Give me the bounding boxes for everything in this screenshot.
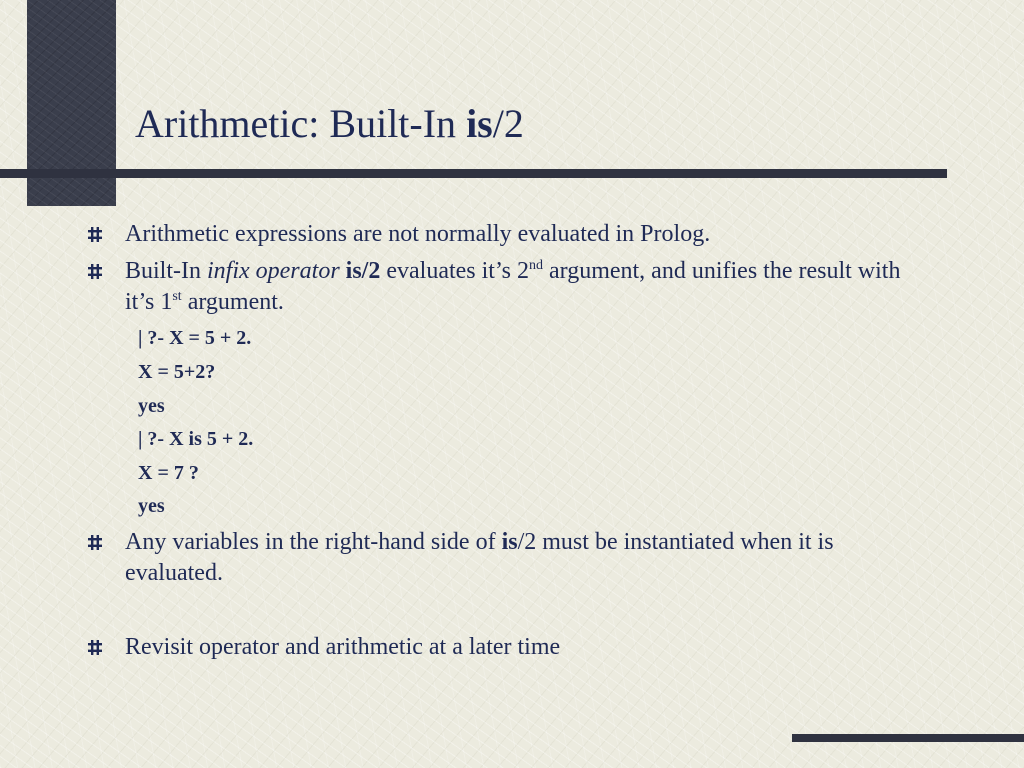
bullet-item-3	[125, 527, 925, 589]
bullet-text: Revisit operator and arithmetic at a later time	[125, 634, 561, 660]
bullet-item-1	[125, 219, 925, 250]
code-line: | ?- X = 5 + 2.	[138, 327, 252, 349]
bullet-text-part: argument, and unifies the result with it’s 1	[125, 258, 901, 315]
superscript: st	[172, 289, 182, 304]
title-bold: is	[466, 101, 493, 146]
bullet-text-part: /2 must be instantiated when it is evaluated.	[125, 529, 834, 586]
bullet-bold: is	[501, 529, 518, 555]
code-line: yes	[138, 495, 165, 517]
code-line: | ?- X is 5 + 2.	[138, 428, 254, 450]
title-underline-bar	[0, 169, 947, 178]
bullet-item-2	[125, 256, 925, 318]
bullet-italic: infix operator	[207, 258, 340, 284]
code-line: X = 7 ?	[138, 462, 199, 484]
square-bullet-icon	[88, 640, 102, 655]
title-prefix: Arithmetic: Built-In	[135, 101, 467, 146]
bullet-text: Arithmetic expressions are not normally evaluated in Prolog.	[125, 221, 711, 247]
bullet-text-part: evaluates it’s 2	[380, 258, 529, 284]
superscript: nd	[528, 258, 543, 273]
square-bullet-icon	[88, 227, 102, 242]
square-bullet-icon	[88, 264, 102, 279]
bullet-item-4	[125, 632, 925, 663]
footer-bar	[792, 734, 1024, 742]
bullet-text-part: Any variables in the right-hand side of	[125, 529, 502, 555]
code-line: yes	[138, 395, 165, 417]
bullet-text-part: argument.	[181, 289, 284, 315]
title-suffix: /2	[492, 101, 524, 146]
square-bullet-icon	[88, 535, 102, 550]
bullet-text-part: Built-In	[125, 258, 207, 284]
bullet-bold: is/2	[345, 258, 381, 284]
slide-title	[135, 100, 524, 148]
code-line: X = 5+2?	[138, 361, 216, 383]
